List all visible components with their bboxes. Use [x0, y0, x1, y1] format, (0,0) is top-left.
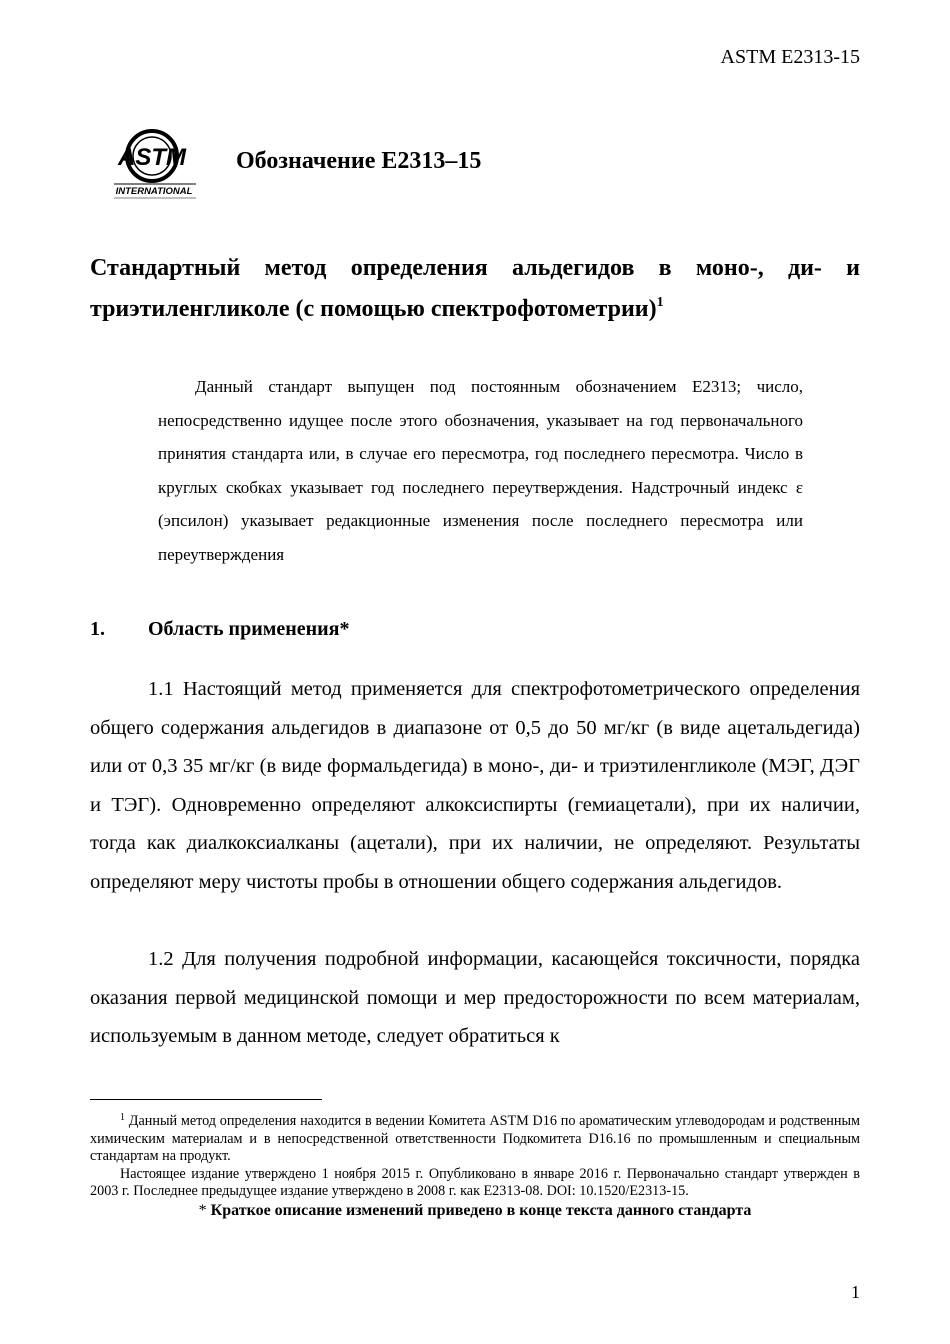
- designation-heading: Обозначение E2313–15: [236, 148, 482, 174]
- page-number: 1: [851, 1282, 860, 1302]
- preamble-paragraph: Данный стандарт выпущен под постоянным обозначением E2313; число, непосредственно идущее после этого обозначения, указывает на год первоначального принятия стандарта или, в случае его пересмотра, год последнего пересмотра. Число в круглых скобках указывает год последнего переутверждения. Надстрочный индекс ε (эпсилон) указывает редакционные изменения после последнего пересмотра или переутверждения: [158, 377, 803, 564]
- footnotes-block: [90, 1113, 860, 1219]
- astm-logo-graphic: [112, 126, 198, 200]
- logo-sub-text: INTERNATIONAL: [115, 186, 193, 197]
- standard-title-text: Стандартный метод определения альдегидов в моно-, ди- и триэтиленгликоле (с помощью спектрофотометрии): [90, 255, 860, 322]
- summary-star: *: [198, 1201, 211, 1219]
- footnote-mark: 1: [120, 1112, 125, 1123]
- body-paragraph-1-2: [90, 940, 860, 1056]
- standard-title: [90, 248, 860, 330]
- changes-summary-note: [90, 1202, 860, 1220]
- paragraph-text: 1.1 Настоящий метод применяется для спектрофотометрического определения общего содержания альдегидов в диапазоне от 0,5 до 50 мг/кг (в виде ацетальдегида) или от 0,3 35 мг/кг (в виде формальдегида) в моно-, ди- и триэтиленгликоле (МЭГ, ДЭГ и ТЭГ). Одновременно определяют алкоксиспирты (гемиацетали), при их наличии, тогда как диалкоксиалканы (ацетали), при их наличии, не определяют. Результаты определяют меру чистоты пробы в отношении общего содержания альдегидов.: [90, 678, 860, 893]
- footnote-separator: [90, 1099, 322, 1100]
- footnote-1: [90, 1113, 860, 1166]
- footnote-1-text: Данный метод определения находится в ведении Комитета ASTM D16 по ароматическим углеводородам и родственным химическим материалам и в непосредственной ответственности Подкомитета D16.16 по промышленным и специальным стандартам на продукт.: [90, 1113, 860, 1164]
- body-paragraph-1-1: [90, 670, 860, 902]
- paragraph-text: 1.2 Для получения подробной информации, касающейся токсичности, порядка оказания первой медицинской помощи и мер предосторожности по всем материалам, используемым в данном методе, следует обратиться к: [90, 948, 860, 1048]
- logo-main-text: ASTM: [118, 144, 186, 171]
- footnote-2: Настоящее издание утверждено 1 ноября 2015 г. Опубликовано в январе 2016 г. Первоначально стандарт утвержден в 2003 г. Последнее предыдущее издание утверждено в 2008 г. как E2313-08. DOI: 10.1520/E2313-15.: [90, 1165, 860, 1199]
- summary-text: Краткое описание изменений приведено в конце текста данного стандарта: [210, 1201, 752, 1219]
- section-number: 1.: [90, 618, 105, 640]
- title-footnote-mark: 1: [656, 295, 664, 310]
- section-1-heading: [90, 618, 350, 641]
- section-title: Область применения*: [148, 618, 350, 640]
- running-header-code: ASTM E2313-15: [720, 46, 860, 68]
- astm-international-logo-icon: [112, 126, 198, 200]
